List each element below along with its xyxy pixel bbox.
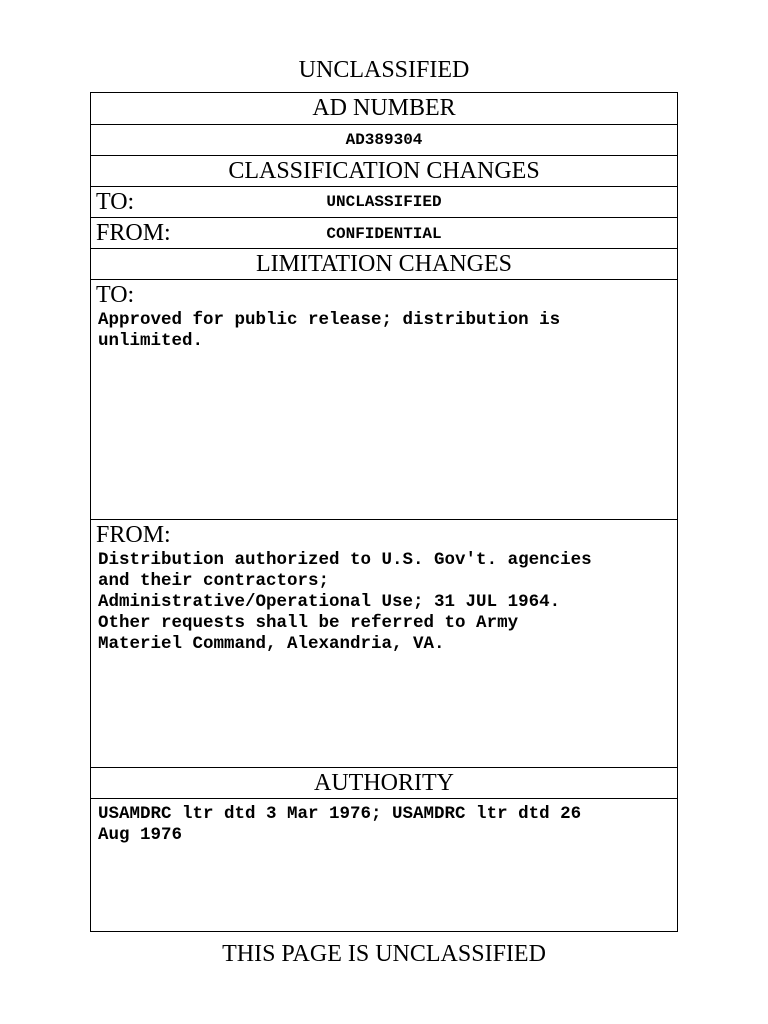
limitation-to-label: TO: (96, 282, 135, 308)
authority-text: USAMDRC ltr dtd 3 Mar 1976; USAMDRC ltr dtd 26 Aug 1976 (98, 804, 582, 845)
classification-from-value: CONFIDENTIAL (326, 225, 442, 243)
ad-classification-form (90, 92, 678, 932)
limitation-from-text: Distribution authorized to U.S. Gov't. agencies and their contractors; Administrative/Operational Use; 31 JUL 1964. Other requests shall be referred to Army Materiel Command, Alexandria, VA. (98, 550, 592, 654)
ad-number-label-row (91, 93, 677, 125)
ad-number-label: AD NUMBER (312, 95, 456, 121)
limitation-to-block (91, 280, 677, 520)
limitation-changes-heading-row (91, 249, 677, 280)
authority-block (91, 799, 677, 930)
page-classification-footer: THIS PAGE IS UNCLASSIFIED (222, 941, 546, 967)
authority-heading-row (91, 768, 677, 799)
limitation-to-text: Approved for public release; distribution is unlimited. (98, 310, 561, 351)
ad-number-value-row (91, 125, 677, 156)
classification-changes-heading-row (91, 156, 677, 187)
classification-from-row (91, 218, 677, 249)
authority-heading: AUTHORITY (314, 770, 454, 796)
page-classification-header: UNCLASSIFIED (298, 57, 470, 83)
ad-number-value: AD389304 (345, 131, 423, 149)
classification-to-row (91, 187, 677, 218)
limitation-changes-heading: LIMITATION CHANGES (255, 251, 513, 277)
limitation-from-label: FROM: (96, 522, 171, 548)
limitation-from-block (91, 520, 677, 768)
classification-to-label: TO: (96, 189, 135, 215)
classification-from-label: FROM: (96, 220, 171, 246)
classification-changes-heading: CLASSIFICATION CHANGES (228, 158, 540, 184)
classification-to-value: UNCLASSIFIED (326, 193, 442, 211)
